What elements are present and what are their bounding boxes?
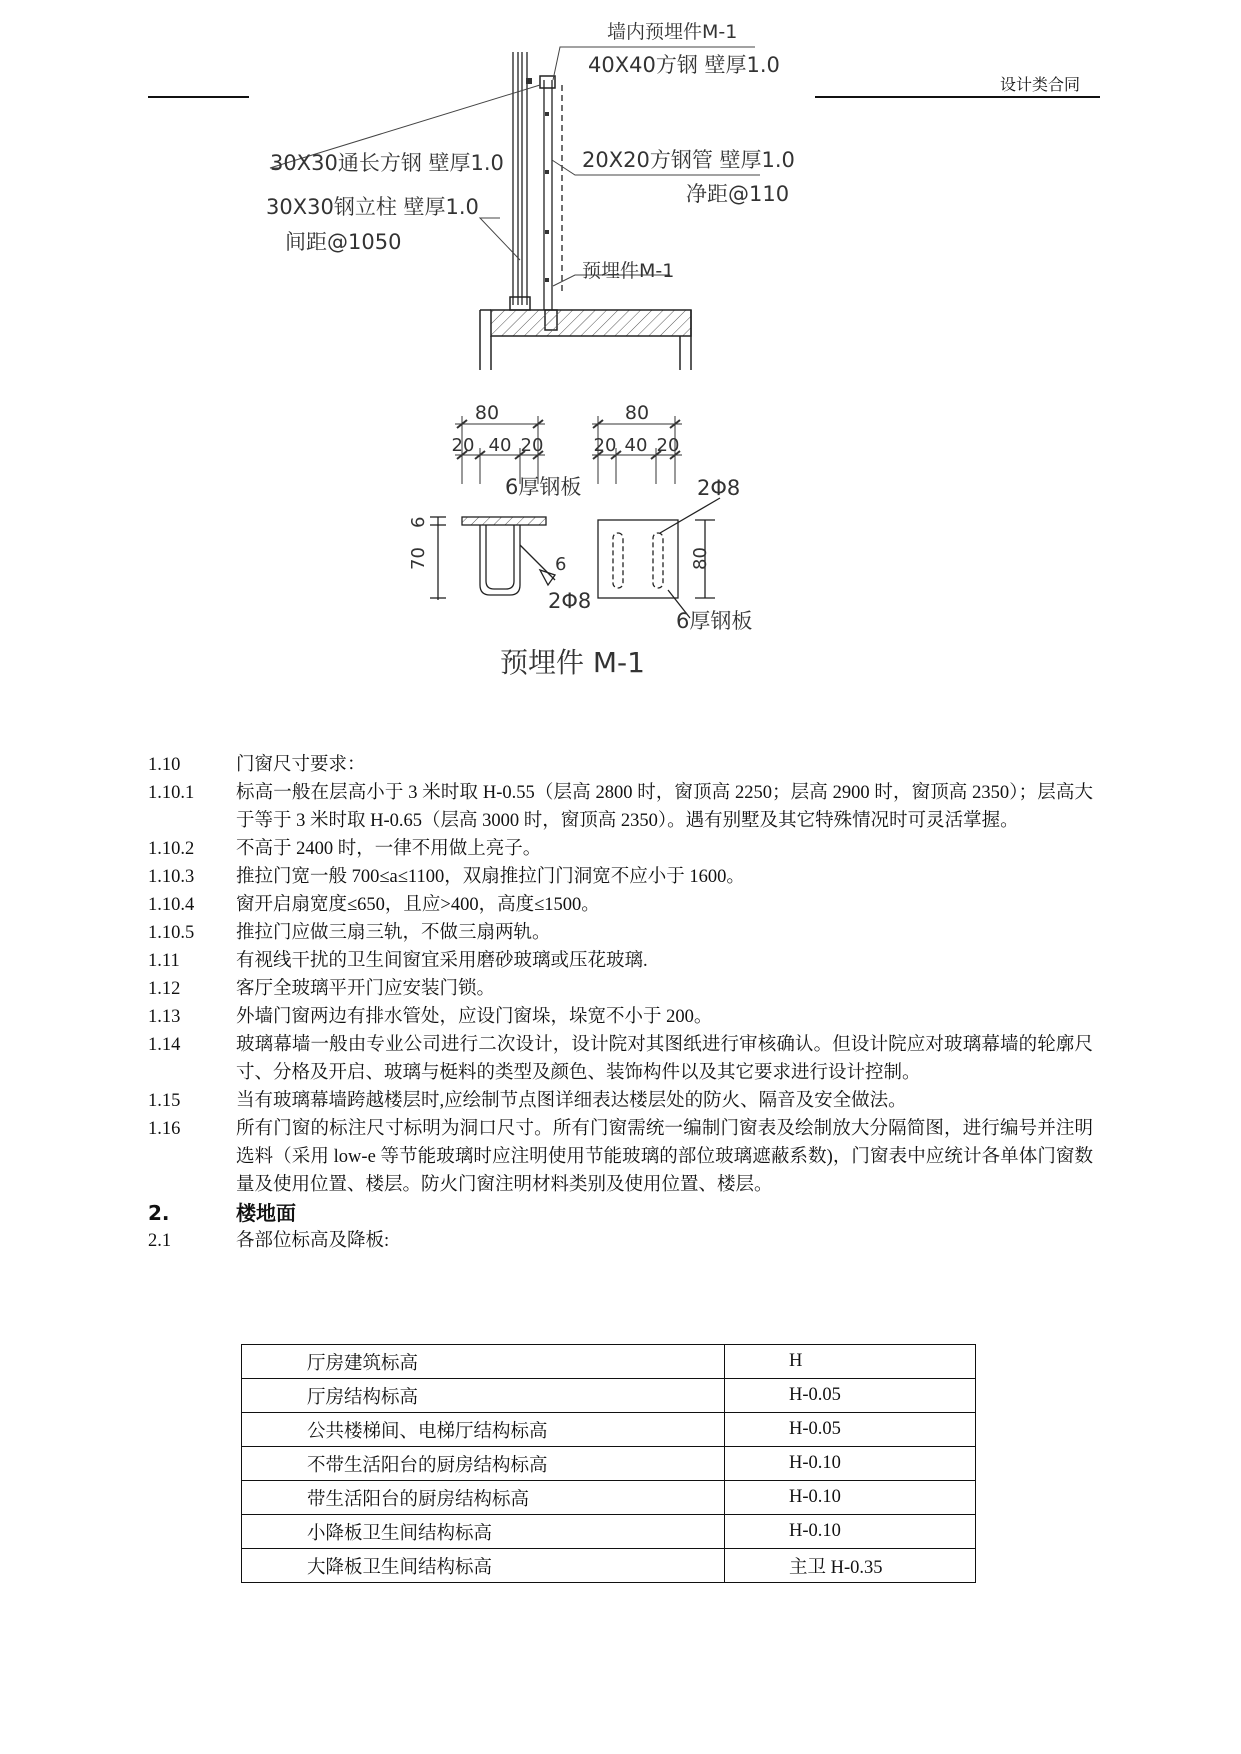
dim-40-left: 40 [488,435,512,456]
table-cell-name: 公共楼梯间、电梯厅结构标高 [242,1413,725,1447]
item-number: 1.14 [148,1035,181,1055]
table-cell-name: 厅房建筑标高 [242,1345,725,1379]
item-text: 不高于 2400 时，一律不用做上亮子。 [236,839,542,859]
item-text: 客厅全玻璃平开门应安装门锁。 [236,979,496,999]
item-text: 门窗尺寸要求： [236,755,366,775]
table-row [242,1379,976,1413]
item-number: 1.10.4 [148,895,195,915]
spec-item [148,919,1093,947]
embed-side-view [430,517,555,600]
spec-item [148,863,1093,891]
item-text: 所有门窗的标注尺寸标明为洞口尺寸。所有门窗需统一编制门窗表及绘制放大分隔简图，进行编号并注明选料（采用 low-e 等节能玻璃时应注明使用节能玻璃的部位玻璃遮蔽系数)，门窗表中应统计各单体门窗数量及使用位置、楼层。防火门窗注明材料类别及使用位置、楼层。 [236,1119,1093,1195]
spec-item [148,975,1093,1003]
item-text: 外墙门窗两边有排水管处，应设门窗垛，垛宽不小于 200。 [236,1007,713,1027]
section-title: 楼地面 [236,1201,296,1225]
spec-item [148,1087,1093,1115]
elevation-table [241,1344,976,1583]
table-cell-name: 小降板卫生间结构标高 [242,1515,725,1549]
detail-title: 预埋件 M-1 [500,646,645,679]
dim-70-vertical: 70 [408,547,429,570]
label-embed-m1: 预埋件M-1 [582,260,675,282]
item-number: 1.16 [148,1119,181,1139]
table-row [242,1549,976,1583]
label-plate-bottom: 6厚钢板 [676,609,753,633]
label-clear-spacing: 净距@110 [686,182,790,206]
item-text: 有视线干扰的卫生间窗宜采用磨砂玻璃或压花玻璃. [236,951,648,971]
dim-80-right: 80 [624,402,650,424]
table-row [242,1515,976,1549]
label-steel-30-post: 30X30钢立柱 壁厚1.0 [266,195,479,219]
table-cell-value: H-0.10 [725,1515,976,1549]
table-cell-value: H-0.05 [725,1413,976,1447]
header-title: 设计类合同 [1000,77,1081,94]
railing-detail-drawing [0,0,1241,700]
label-steel-20: 20X20方钢管 壁厚1.0 [582,148,795,172]
label-steel-40: 40X40方钢 壁厚1.0 [588,53,780,77]
table-cell-value: 主卫 H-0.35 [725,1549,976,1583]
item-number: 1.15 [148,1091,181,1111]
spec-item [148,779,1093,835]
dim-40-right: 40 [624,435,648,456]
table-cell-value: H-0.10 [725,1481,976,1515]
item-text: 窗开启扇宽度≤650，且应>400，高度≤1500。 [236,895,600,915]
item-text: 玻璃幕墙一般由专业公司进行二次设计，设计院对其图纸进行审核确认。但设计院应对玻璃幕墙的轮廓尺寸、分格及开启、玻璃与梃料的类型及颜色、装饰构件以及其它要求进行设计控制。 [236,1035,1093,1083]
dim-20-left-a: 20 [451,435,475,456]
label-plate-top: 6厚钢板 [505,475,582,499]
label-spacing: 间距@1050 [285,230,402,254]
spec-item [148,947,1093,975]
table-row [242,1345,976,1379]
spec-item [148,1115,1093,1199]
floor-slab [480,310,691,370]
dim-6-vertical: 6 [408,516,429,528]
label-2phi8-bottom: 2Φ8 [548,589,592,613]
section-number: 2. [148,1201,170,1225]
steel-40-section [540,76,555,88]
table-row [242,1481,976,1515]
spec-item [148,751,1093,779]
item-text: 各部位标高及降板: [236,1231,390,1251]
rail-nodes [545,112,549,282]
table-cell-value: H-0.10 [725,1447,976,1481]
item-number: 2.1 [148,1231,172,1251]
table-row [242,1413,976,1447]
dim-80-vertical: 80 [690,547,711,570]
item-text: 标高一般在层高小于 3 米时取 H-0.55（层高 2800 时，窗顶高 2250；层高 2900 时，窗顶高 2350）；层高大于等于 3 米时取 H-0.65（层高 3000 时，窗顶高 2350）。遇有别墅及其它特殊情况时可灵活掌握。 [236,783,1093,831]
table-cell-value: H [725,1345,976,1379]
label-steel-30-long: 30X30通长方钢 壁厚1.0 [270,151,504,175]
item-number: 1.10.5 [148,923,195,943]
table-cell-name: 厅房结构标高 [242,1379,725,1413]
item-number: 1.10.1 [148,783,195,803]
spec-item [148,1227,1093,1255]
item-text: 推拉门宽一般 700≤a≤1100，双扇推拉门门洞宽不应小于 1600。 [236,867,745,887]
dim-20-left-b: 20 [520,435,544,456]
item-text: 当有玻璃幕墙跨越楼层时,应绘制节点图详细表达楼层处的防火、隔音及安全做法。 [236,1091,907,1111]
label-2phi8-top: 2Φ8 [697,476,741,500]
table-row [242,1447,976,1481]
dim-20-right-a: 20 [593,435,617,456]
spec-item [148,1031,1093,1087]
item-text: 推拉门应做三扇三轨，不做三扇两轨。 [236,923,551,943]
item-number: 1.11 [148,951,180,971]
spec-item [148,891,1093,919]
table-cell-name: 不带生活阳台的厨房结构标高 [242,1447,725,1481]
item-number: 1.10.3 [148,867,195,887]
item-number: 1.12 [148,979,181,999]
dim-20-right-b: 20 [656,435,680,456]
label-wall-embed: 墙内预埋件M-1 [607,21,738,43]
table-cell-name: 大降板卫生间结构标高 [242,1549,725,1583]
label-weld-6: 6 [555,554,567,575]
embed-top-mark [526,78,532,84]
dim-80-left: 80 [474,402,500,424]
item-number: 1.10.2 [148,839,195,859]
spec-text [148,751,1093,1255]
table-cell-name: 带生活阳台的厨房结构标高 [242,1481,725,1515]
section-heading [148,1199,1093,1227]
table-cell-value: H-0.05 [725,1379,976,1413]
spec-item [148,1003,1093,1031]
item-number: 1.13 [148,1007,181,1027]
spec-item [148,835,1093,863]
item-number: 1.10 [148,755,181,775]
